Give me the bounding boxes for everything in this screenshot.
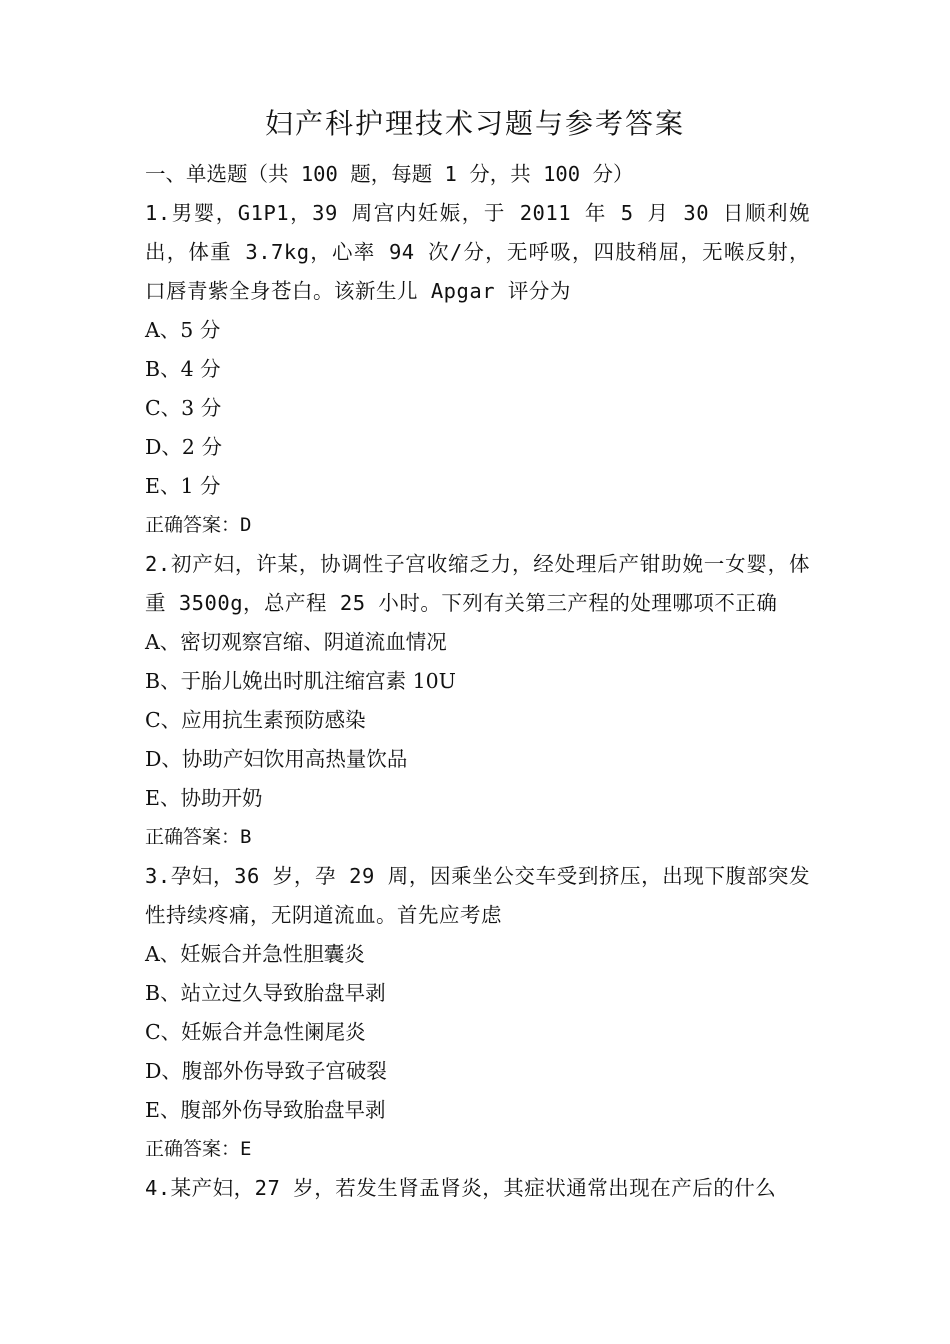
question-stem: 4.某产妇，27 岁，若发生肾盂肾炎，其症状通常出现在产后的什么 [145,1176,777,1200]
option-d: D、2 分 [145,435,222,459]
correct-answer: 正确答案：B [145,826,252,848]
correct-answer: 正确答案：E [145,1138,252,1160]
option-c: C、妊娠合并急性阑尾炎 [145,1020,366,1044]
document-body [145,155,810,1208]
option-d: D、腹部外伤导致子宫破裂 [145,1059,387,1083]
option-e: E、协助开奶 [145,786,263,810]
option-a: A、密切观察宫缩、阴道流血情况 [145,630,447,654]
question-1 [145,194,810,545]
question-stem: 3.孕妇，36 岁，孕 29 周，因乘坐公交车受到挤压，出现下腹部突发性持续疼痛，无阴道流血。首先应考虑 [145,864,810,927]
option-e: E、1 分 [145,474,221,498]
question-3 [145,857,810,1169]
option-e: E、腹部外伤导致胎盘早剥 [145,1098,386,1122]
section-heading: 一、单选题（共 100 题，每题 1 分，共 100 分） [145,162,634,186]
option-c: C、应用抗生素预防感染 [145,708,366,732]
option-b: B、站立过久导致胎盘早剥 [145,981,386,1005]
question-stem: 1.男婴，G1P1，39 周宫内妊娠，于 2011 年 5 月 30 日顺利娩出，体重 3.7kg，心率 94 次/分，无呼吸，四肢稍屈，无喉反射，口唇青紫全身苍白。该新生儿 Apgar 评分为 [145,201,810,303]
option-c: C、3 分 [145,396,222,420]
option-a: A、5 分 [145,318,221,342]
question-4 [145,1169,810,1208]
option-a: A、妊娠合并急性胆囊炎 [145,942,365,966]
option-b: B、于胎儿娩出时肌注缩宫素 10U [145,669,456,693]
question-2 [145,545,810,857]
document-title: 妇产科护理技术习题与参考答案 [264,107,685,140]
question-stem: 2.初产妇，许某，协调性子宫收缩乏力，经处理后产钳助娩一女婴，体重 3500g，总产程 25 小时。下列有关第三产程的处理哪项不正确 [145,552,810,615]
correct-answer: 正确答案：D [145,514,252,536]
option-d: D、协助产妇饮用高热量饮品 [145,747,408,771]
option-b: B、4 分 [145,357,221,381]
